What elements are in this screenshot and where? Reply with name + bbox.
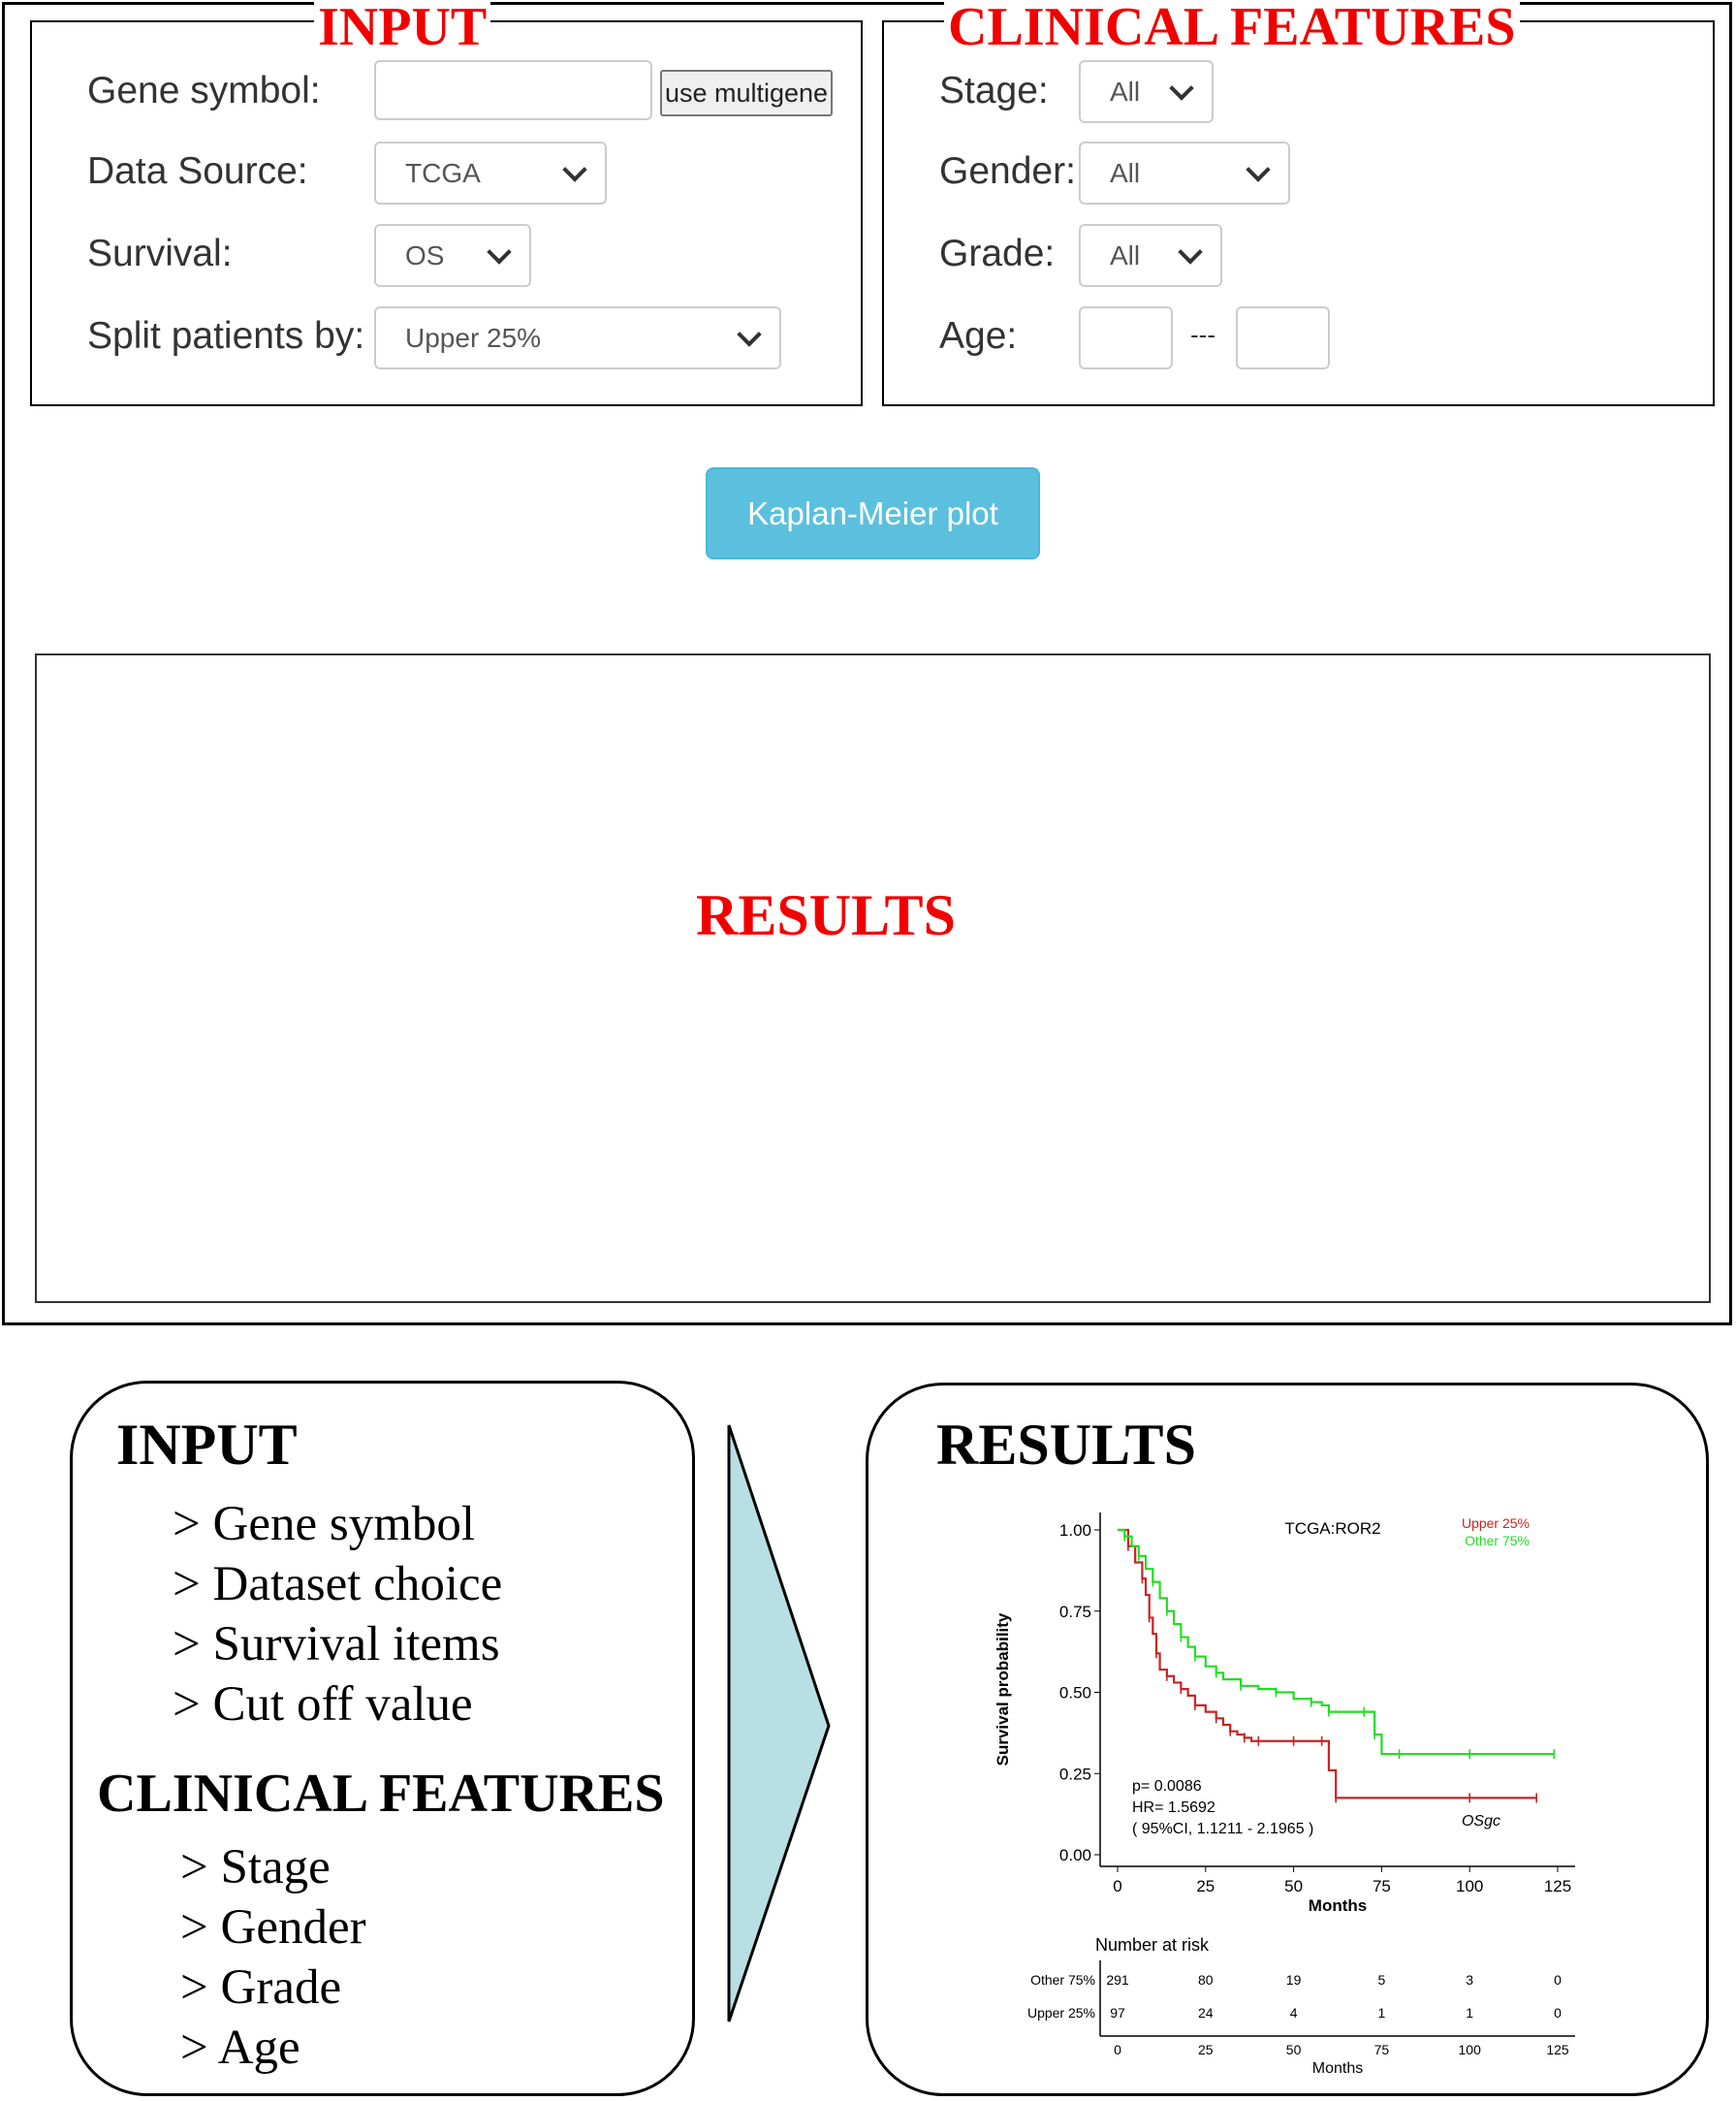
data-source-label: Data Source: xyxy=(87,150,308,192)
input-summary-item: > Cut off value xyxy=(173,1677,473,1732)
clinical-summary-item: > Stage xyxy=(180,1840,331,1894)
x-tick-label: 125 xyxy=(1543,1877,1572,1895)
stage-label: Stage: xyxy=(939,70,1049,111)
input-summary-item: > Survival items xyxy=(173,1617,500,1671)
split-patients-select[interactable] xyxy=(374,306,781,369)
flow-arrow-icon xyxy=(722,1420,838,2031)
input-summary-heading: INPUT xyxy=(116,1413,298,1477)
risk-table-x-label: Months xyxy=(1311,2060,1364,2077)
results-label: RESULTS xyxy=(696,883,956,947)
gene-symbol-input[interactable] xyxy=(374,60,652,120)
chevron-down-icon xyxy=(562,157,586,181)
p-value-text: p= 0.0086 xyxy=(1132,1778,1202,1795)
input-summary-item: > Gene symbol xyxy=(173,1497,476,1551)
risk-table-cell: 97 xyxy=(1110,2005,1125,2021)
split-patients-value: Upper 25% xyxy=(405,322,542,353)
risk-table-cell: 1 xyxy=(1466,2005,1474,2021)
grade-select[interactable] xyxy=(1079,224,1222,287)
risk-table-x-tick: 25 xyxy=(1198,2042,1214,2057)
chart-title: TCGA:ROR2 xyxy=(1284,1519,1381,1538)
stage-select[interactable] xyxy=(1079,60,1214,123)
legend-entry: Other 75% xyxy=(1465,1533,1530,1548)
age-max-input[interactable] xyxy=(1236,306,1330,369)
chevron-down-icon xyxy=(1169,76,1193,100)
risk-table-cell: 80 xyxy=(1198,1972,1214,1988)
x-tick-label: 100 xyxy=(1456,1877,1484,1895)
survival-value: OS xyxy=(405,239,445,271)
survival-type-tag: OSgc xyxy=(1461,1813,1500,1830)
grade-value: All xyxy=(1110,239,1141,271)
x-axis-label: Months xyxy=(1308,1896,1368,1915)
use-multigene-button[interactable]: use multigene xyxy=(660,70,833,116)
legend-entry: Upper 25% xyxy=(1461,1515,1530,1531)
chevron-down-icon xyxy=(1246,157,1270,181)
age-label: Age: xyxy=(939,315,1018,357)
x-tick-label: 75 xyxy=(1372,1877,1391,1895)
risk-table-cell: 1 xyxy=(1377,2005,1386,2021)
risk-table-x-tick: 75 xyxy=(1373,2042,1390,2057)
km-chart xyxy=(969,1493,1609,2085)
risk-table-x-tick: 0 xyxy=(1114,2042,1121,2057)
clinical-summary-item: > Gender xyxy=(180,1900,366,1955)
y-tick-label: 0.50 xyxy=(1058,1683,1091,1703)
risk-table-x-tick: 100 xyxy=(1458,2042,1481,2057)
risk-table-row-label: Other 75% xyxy=(1030,1972,1095,1988)
risk-table-row-label: Upper 25% xyxy=(1026,2005,1095,2021)
survival-select[interactable] xyxy=(374,224,531,287)
x-tick-label: 0 xyxy=(1113,1877,1122,1895)
risk-table-cell: 0 xyxy=(1554,1972,1562,1988)
survival-curve-other-75 xyxy=(1118,1530,1554,1754)
y-tick-label: 0.00 xyxy=(1058,1846,1091,1864)
y-axis-label: Survival probability xyxy=(994,1612,1012,1767)
chevron-down-icon xyxy=(737,322,761,346)
gender-label: Gender: xyxy=(939,150,1076,192)
chevron-down-icon xyxy=(487,239,511,264)
split-patients-label: Split patients by: xyxy=(87,315,365,357)
age-separator: --- xyxy=(1190,320,1215,349)
risk-table-cell: 3 xyxy=(1466,1972,1474,1988)
stage-value: All xyxy=(1110,76,1141,107)
data-source-select[interactable] xyxy=(374,142,607,205)
input-summary-item: > Dataset choice xyxy=(173,1557,503,1611)
y-tick-label: 0.75 xyxy=(1058,1602,1091,1621)
y-tick-label: 0.25 xyxy=(1058,1765,1091,1784)
hazard-ratio-text: HR= 1.5692 xyxy=(1132,1799,1215,1816)
risk-table-cell: 24 xyxy=(1198,2005,1214,2021)
risk-table-cell: 0 xyxy=(1554,2005,1562,2021)
gender-select[interactable] xyxy=(1079,142,1290,205)
clinical-summary-item: > Age xyxy=(180,2021,300,2075)
risk-table-cell: 4 xyxy=(1289,2005,1298,2021)
clinical-features-title: CLINICAL FEATURES xyxy=(944,0,1520,54)
x-tick-label: 50 xyxy=(1284,1877,1304,1895)
risk-table-cell: 19 xyxy=(1285,1972,1302,1988)
survival-label: Survival: xyxy=(87,233,233,274)
kaplan-meier-plot-button[interactable]: Kaplan-Meier plot xyxy=(706,467,1040,559)
results-summary-heading: RESULTS xyxy=(936,1413,1196,1477)
data-source-value: TCGA xyxy=(405,157,481,188)
confidence-interval-text: ( 95%CI, 1.1211 - 2.1965 ) xyxy=(1132,1821,1314,1837)
gene-symbol-label: Gene symbol: xyxy=(87,70,321,111)
y-tick-label: 1.00 xyxy=(1058,1521,1091,1540)
chevron-down-icon xyxy=(1178,239,1202,264)
risk-table-cell: 291 xyxy=(1106,1972,1129,1988)
risk-table-cell: 5 xyxy=(1377,1972,1386,1988)
input-panel-title: INPUT xyxy=(314,0,490,54)
risk-table-x-tick: 125 xyxy=(1546,2042,1569,2057)
risk-table-x-tick: 50 xyxy=(1285,2042,1302,2057)
gender-value: All xyxy=(1110,157,1141,188)
survival-curve-upper-25 xyxy=(1118,1530,1536,1798)
input-summary-box xyxy=(70,1381,695,2096)
results-area xyxy=(35,653,1711,1303)
x-tick-label: 25 xyxy=(1196,1877,1215,1895)
clinical-summary-item: > Grade xyxy=(180,1960,342,2015)
age-min-input[interactable] xyxy=(1079,306,1173,369)
risk-table-title: Number at risk xyxy=(1095,1935,1210,1955)
clinical-summary-heading: CLINICAL FEATURES xyxy=(97,1764,665,1824)
grade-label: Grade: xyxy=(939,233,1056,274)
